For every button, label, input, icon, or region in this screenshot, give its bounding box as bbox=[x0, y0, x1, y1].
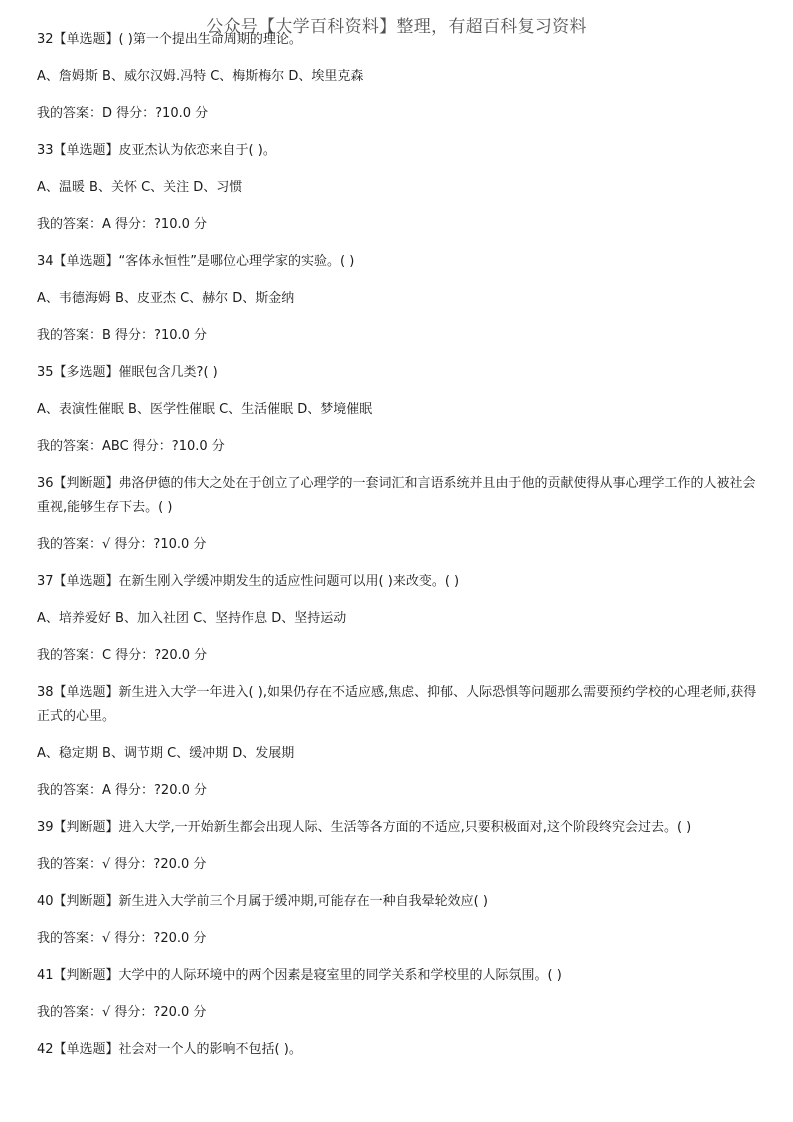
question-stem-42: 42【单选题】社会对一个人的影响不包括( )。 bbox=[37, 1042, 302, 1057]
question-stem-33: 33【单选题】皮亚杰认为依恋来自于( )。 bbox=[37, 143, 276, 158]
question-options-35: A、表演性催眠 B、医学性催眠 C、生活催眠 D、梦境催眠 bbox=[37, 402, 373, 417]
question-answer-35: 我的答案：ABC 得分：?10.0 分 bbox=[37, 439, 225, 454]
question-answer-37: 我的答案：C 得分：?20.0 分 bbox=[37, 648, 208, 663]
question-stem-36: 36【判断题】弗洛伊德的伟大之处在于创立了心理学的一套词汇和言语系统并且由于他的贡献使得从事心理学工作的人被社会重视,能够生存下去。( ) bbox=[37, 476, 756, 515]
question-answer-41: 我的答案：√ 得分：?20.0 分 bbox=[37, 1005, 207, 1020]
question-answer-38: 我的答案：A 得分：?20.0 分 bbox=[37, 783, 208, 798]
question-stem-40: 40【判断题】新生进入大学前三个月属于缓冲期,可能存在一种自我晕轮效应( ) bbox=[37, 894, 488, 909]
question-options-38: A、稳定期 B、调节期 C、缓冲期 D、发展期 bbox=[37, 746, 295, 761]
watermark-text: 公众号【大学百科资料】整理，有超百科复习资料 bbox=[206, 17, 587, 37]
question-options-32: A、詹姆斯 B、威尔汉姆.冯特 C、梅斯梅尔 D、埃里克森 bbox=[37, 69, 364, 84]
question-options-33: A、温暖 B、关怀 C、关注 D、习惯 bbox=[37, 180, 243, 195]
question-stem-39: 39【判断题】进入大学,一开始新生都会出现人际、生活等各方面的不适应,只要积极面对,这个阶段终究会过去。( ) bbox=[37, 820, 692, 835]
question-answer-40: 我的答案：√ 得分：?20.0 分 bbox=[37, 931, 207, 946]
question-answer-39: 我的答案：√ 得分：?20.0 分 bbox=[37, 857, 207, 872]
question-stem-38: 38【单选题】新生进入大学一年进入( ),如果仍存在不适应感,焦虑、抑郁、人际恐惧等问题那么需要预约学校的心理老师,获得正式的心里。 bbox=[37, 685, 757, 724]
question-stem-37: 37【单选题】在新生刚入学缓冲期发生的适应性问题可以用( )来改变。( ) bbox=[37, 574, 460, 589]
question-options-37: A、培养爱好 B、加入社团 C、坚持作息 D、坚持运动 bbox=[37, 611, 347, 626]
question-stem-41: 41【判断题】大学中的人际环境中的两个因素是寝室里的同学关系和学校里的人际氛围。( ) bbox=[37, 968, 562, 983]
question-options-34: A、韦德海姆 B、皮亚杰 C、赫尔 D、斯金纳 bbox=[37, 291, 295, 306]
question-answer-36: 我的答案：√ 得分：?10.0 分 bbox=[37, 537, 207, 552]
question-stem-34: 34【单选题】“客体永恒性”是哪位心理学家的实验。( ) bbox=[37, 254, 355, 269]
question-list bbox=[37, 28, 759, 1062]
question-answer-32: 我的答案：D 得分：?10.0 分 bbox=[37, 106, 209, 121]
question-answer-34: 我的答案：B 得分：?10.0 分 bbox=[37, 328, 208, 343]
question-stem-35: 35【多选题】催眠包含几类?( ) bbox=[37, 365, 218, 380]
question-answer-33: 我的答案：A 得分：?10.0 分 bbox=[37, 217, 208, 232]
question-stem-32: 32【单选题】( )第一个提出生命周期的理论。 bbox=[37, 32, 302, 47]
